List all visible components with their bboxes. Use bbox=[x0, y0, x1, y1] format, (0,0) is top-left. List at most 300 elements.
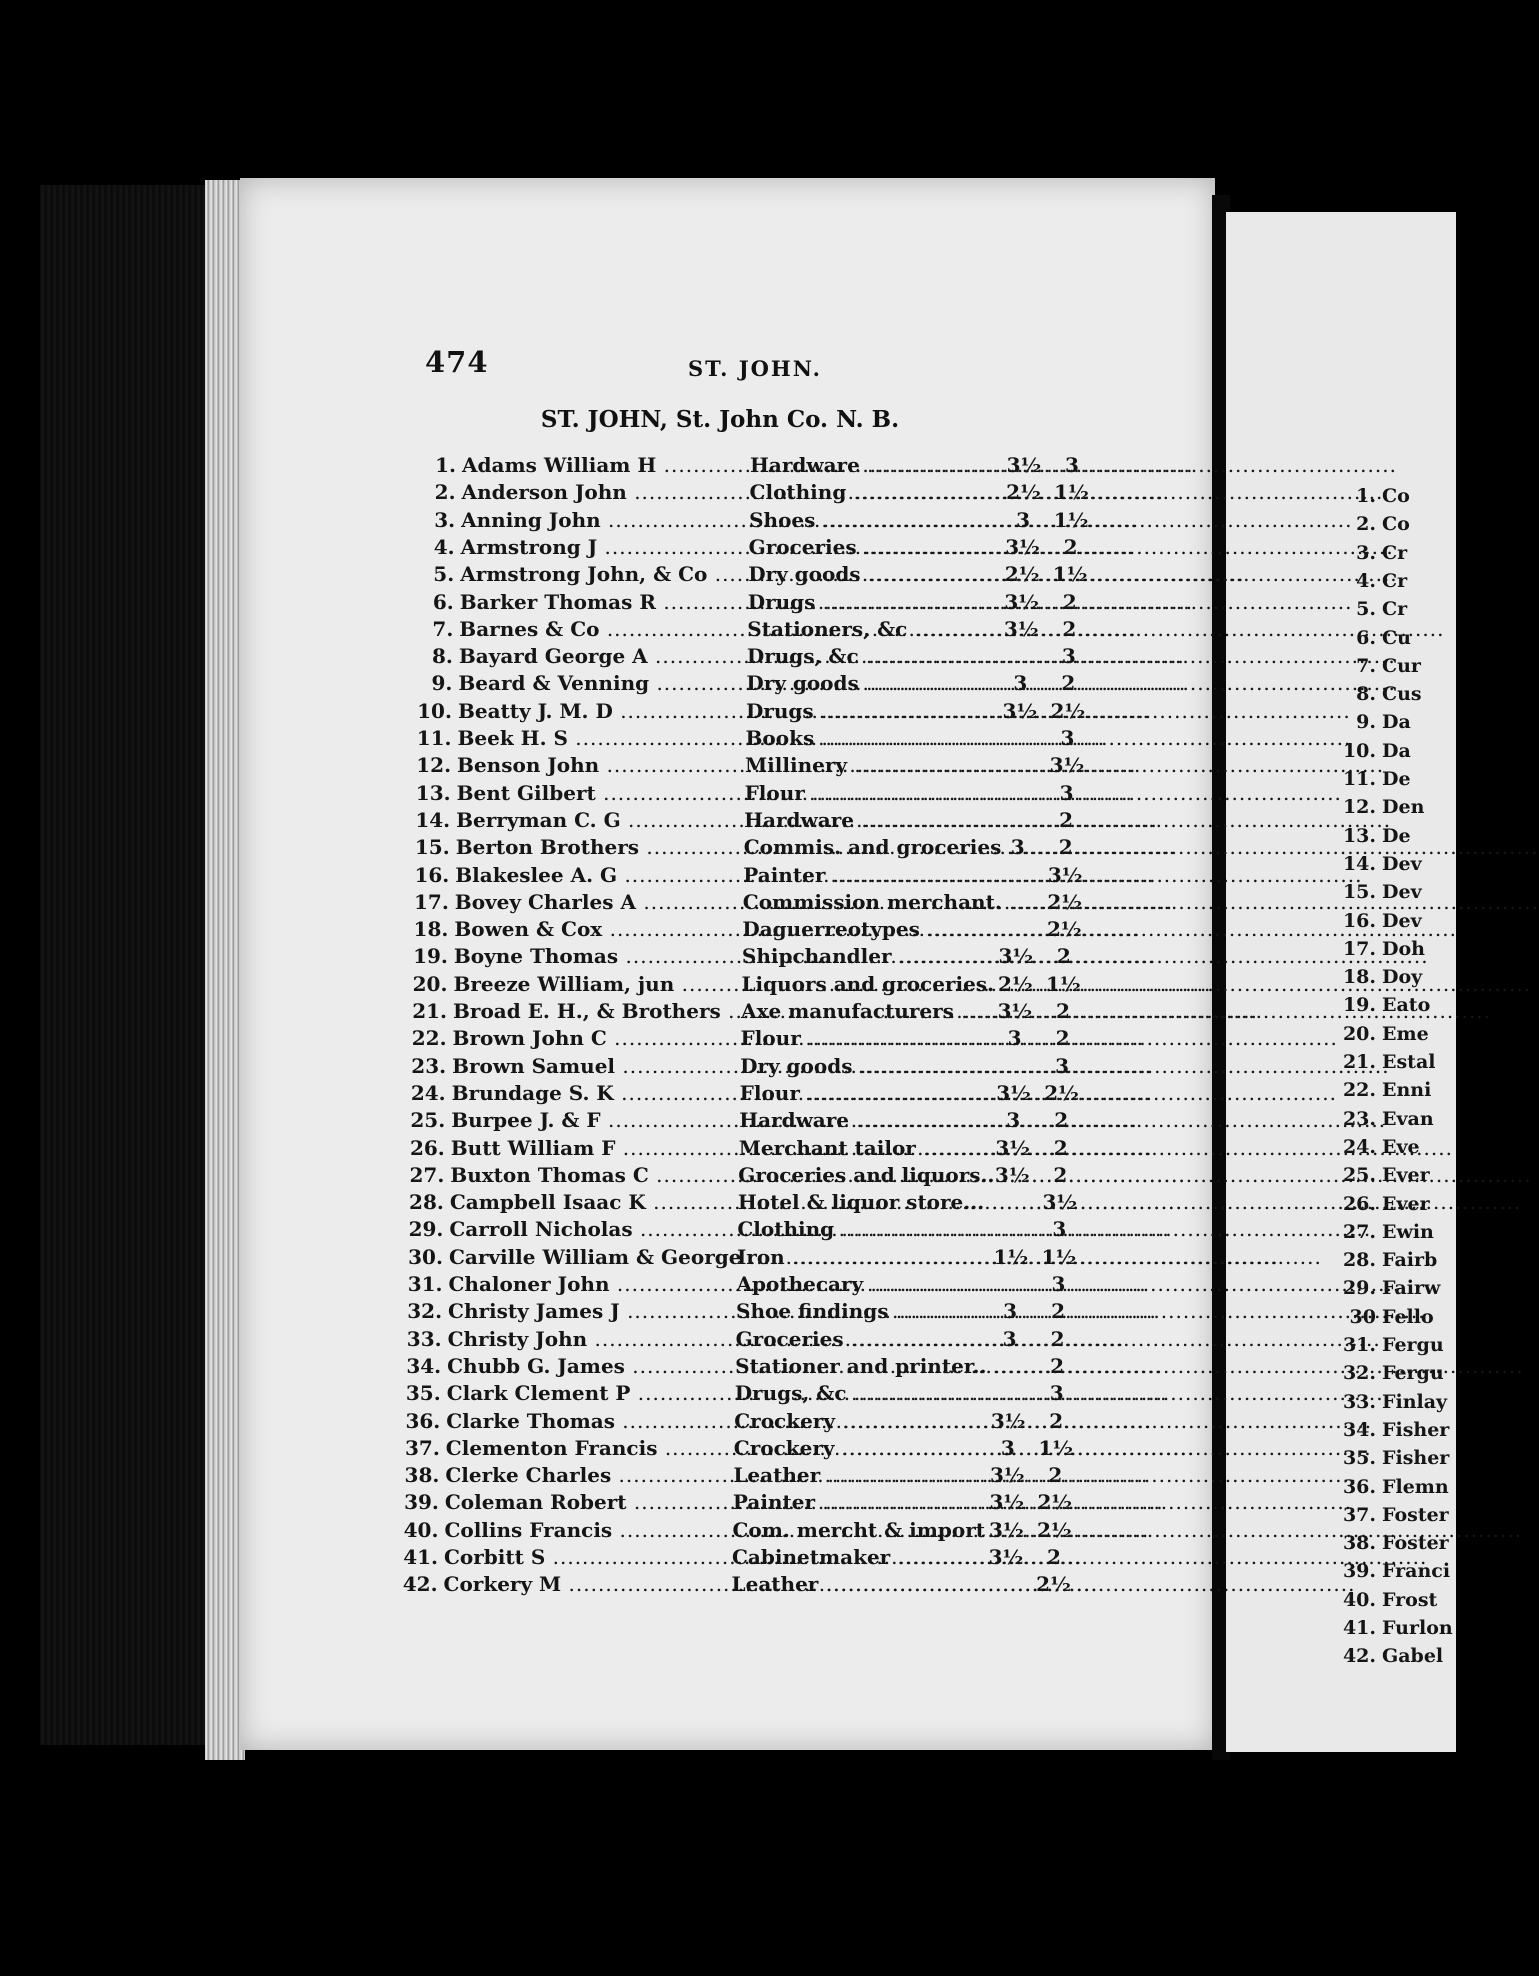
next-page-entry bbox=[1336, 938, 1425, 960]
next-page-entry bbox=[1336, 1589, 1437, 1611]
entry-rating-1: 3½ bbox=[1002, 698, 1038, 723]
entry-number: 40. bbox=[403, 1517, 439, 1542]
entry-trade: Hardware ..... bbox=[750, 453, 1000, 477]
entry-name: Barker Thomas R ..... bbox=[460, 590, 746, 614]
entry-trade: Hotel & liquor store... ..... bbox=[738, 1190, 988, 1214]
entry-rating-2: 3½ bbox=[1042, 1190, 1078, 1215]
next-page-entry-number: 16. bbox=[1342, 909, 1376, 932]
entry-trade: Groceries and liquors.. ..... bbox=[738, 1163, 988, 1187]
entry-rating-1: 3½ bbox=[996, 1080, 1032, 1105]
next-page-entry-number: 42. bbox=[1342, 1645, 1376, 1668]
entry-number: 31. bbox=[407, 1272, 443, 1296]
next-page-entry-text: De bbox=[1382, 824, 1411, 847]
entry-name: Chaloner John ..... bbox=[449, 1272, 735, 1296]
entry-name: Anderson John ..... bbox=[462, 480, 748, 504]
entry-rating-2: 3 bbox=[1051, 1272, 1066, 1296]
entry-rating-2: 1½ bbox=[1052, 562, 1088, 587]
entry-name: Clark Clement P ..... bbox=[447, 1381, 733, 1405]
entry-rating-1: 3½ bbox=[997, 999, 1033, 1023]
entry-number: 14. bbox=[415, 807, 451, 832]
next-page-entry-number: 13. bbox=[1342, 824, 1376, 847]
entry-rating-2: 2 bbox=[1063, 534, 1078, 559]
next-page-entry-number: 1. bbox=[1356, 485, 1376, 507]
entry-name: Anning John ..... bbox=[461, 508, 747, 532]
next-page-entry-text: Da bbox=[1382, 739, 1411, 762]
entry-name: Bovey Charles A ..... bbox=[455, 890, 741, 914]
entry-name: Corbitt S ..... bbox=[444, 1545, 730, 1569]
next-page-entry-number: 4. bbox=[1356, 569, 1376, 592]
entry-rating-1: 3½ bbox=[994, 1162, 1030, 1187]
entry-number: 2. bbox=[434, 480, 456, 505]
entry-name: Collins Francis ..... bbox=[444, 1518, 730, 1542]
next-page-entry-number: 25. bbox=[1342, 1164, 1376, 1187]
next-page-entry-text: Ewin bbox=[1382, 1220, 1434, 1243]
next-page-entry bbox=[1336, 1136, 1420, 1158]
entry-trade: Commis. and groceries ..... bbox=[744, 835, 994, 859]
entry-trade: Painter ..... bbox=[733, 1490, 983, 1514]
entry-trade: Leather ..... bbox=[732, 1572, 982, 1596]
page-number: 474 bbox=[425, 345, 489, 379]
next-page-entry-text: Da bbox=[1382, 711, 1411, 734]
entry-trade: Drugs, &c ..... bbox=[735, 1381, 985, 1405]
next-page-entry bbox=[1336, 1193, 1430, 1215]
next-page-entry bbox=[1336, 1249, 1437, 1271]
entry-number: 27. bbox=[409, 1162, 445, 1187]
next-page-entry-number: 12. bbox=[1342, 796, 1376, 819]
next-page-entry-text: Fergu bbox=[1382, 1362, 1444, 1385]
next-page-entry-number: 2. bbox=[1356, 513, 1376, 536]
entry-trade: Stationer and printer.. ..... bbox=[735, 1354, 985, 1378]
next-page-entry bbox=[1336, 1391, 1447, 1413]
entry-trade: Drugs, &c ..... bbox=[747, 644, 997, 668]
entry-rating-2: 2 bbox=[1053, 1135, 1068, 1160]
entry-trade: Dry goods ..... bbox=[746, 671, 996, 695]
entry-rating-2: 3 bbox=[1061, 644, 1076, 669]
next-page-entry-text: Eve bbox=[1382, 1135, 1420, 1158]
entry-rating-2: 2 bbox=[1053, 1162, 1068, 1187]
entry-rating-2: 2 bbox=[1048, 1463, 1063, 1488]
next-page-entry bbox=[1336, 1504, 1449, 1526]
next-page-entry bbox=[1336, 1419, 1449, 1441]
entry-number: 37. bbox=[405, 1435, 440, 1460]
running-head: ST. JOHN. bbox=[688, 356, 822, 381]
entry-rating-1: 3 bbox=[1010, 835, 1025, 860]
entry-rating-1: 3½ bbox=[1006, 453, 1042, 477]
entry-name: Carville William & George ..... bbox=[449, 1245, 735, 1269]
entry-rating-1: 3 bbox=[1007, 1026, 1022, 1051]
next-page-entry-text: Den bbox=[1382, 796, 1425, 819]
entry-rating-2: 2 bbox=[1055, 1026, 1070, 1051]
entry-number: 3. bbox=[434, 507, 456, 532]
entry-name: Clarke Thomas ..... bbox=[446, 1409, 732, 1433]
entry-number: 8. bbox=[431, 644, 453, 669]
next-page-entry-number: 6. bbox=[1356, 626, 1376, 649]
next-page-entry-text: Evan bbox=[1382, 1107, 1434, 1130]
next-page-entry bbox=[1336, 1108, 1434, 1130]
next-page-entry bbox=[1336, 881, 1422, 903]
entry-name: Beek H. S ..... bbox=[458, 726, 744, 750]
entry-name: Benson John ..... bbox=[457, 753, 743, 777]
entry-rating-2: 2 bbox=[1059, 807, 1074, 832]
next-page-entry-number: 30 bbox=[1349, 1305, 1376, 1328]
next-page-entry bbox=[1336, 1476, 1449, 1498]
next-page-entry bbox=[1336, 740, 1411, 762]
entry-trade: Com. mercht & import ..... bbox=[732, 1518, 982, 1542]
entry-rating-1: 3 bbox=[1003, 1299, 1017, 1324]
next-page-entry-number: 38. bbox=[1342, 1532, 1376, 1555]
entry-rating-2: 2½ bbox=[1044, 1080, 1080, 1105]
next-page-entry-text: Flemn bbox=[1382, 1475, 1449, 1498]
entry-trade: Shoes ..... bbox=[749, 508, 999, 532]
next-page-entry-text: Frost bbox=[1382, 1588, 1438, 1611]
next-page-entry bbox=[1336, 570, 1407, 592]
entry-name: Armstrong John, & Co ..... bbox=[460, 562, 746, 586]
next-page-entry bbox=[1336, 542, 1407, 564]
next-page-entry bbox=[1336, 655, 1421, 677]
entry-trade: Drugs ..... bbox=[748, 590, 998, 614]
next-page-entry-number: 24. bbox=[1342, 1135, 1376, 1158]
next-page-entry bbox=[1336, 910, 1422, 932]
entry-rating-2: 1½ bbox=[1053, 507, 1089, 532]
next-page-entry bbox=[1336, 825, 1411, 847]
next-page-entry-text: Dev bbox=[1382, 852, 1422, 875]
entry-trade: Daguerreotypes ..... bbox=[742, 917, 992, 941]
entry-trade: Hardware ..... bbox=[744, 808, 994, 832]
entry-rating-2: 3½ bbox=[1049, 753, 1085, 778]
entry-number: 36. bbox=[405, 1408, 441, 1433]
next-page-entry-text: Cr bbox=[1382, 598, 1408, 621]
entry-name: Burpee J. & F ..... bbox=[451, 1108, 737, 1132]
next-page-entry bbox=[1336, 485, 1410, 507]
entry-name: Buxton Thomas C ..... bbox=[450, 1163, 736, 1187]
entry-number: 18. bbox=[413, 917, 449, 942]
entry-number: 11. bbox=[416, 726, 452, 750]
entry-name: Butt William F ..... bbox=[451, 1136, 737, 1160]
entry-rating-2: 2½ bbox=[1046, 917, 1082, 942]
next-page-entry-number: 26. bbox=[1342, 1192, 1376, 1215]
next-page-entry bbox=[1336, 1617, 1453, 1639]
next-page-entry-text: Cur bbox=[1382, 654, 1421, 677]
entry-name: Barnes & Co ..... bbox=[459, 617, 745, 641]
entry-number: 10. bbox=[417, 698, 452, 723]
next-page-entry-text: Cu bbox=[1382, 626, 1411, 649]
entry-number: 24. bbox=[410, 1080, 446, 1105]
entry-number: 38. bbox=[404, 1463, 440, 1488]
entry-number: 26. bbox=[409, 1135, 445, 1160]
next-page-entry-text: Foster bbox=[1382, 1503, 1449, 1526]
entry-rating-2: 3½ bbox=[1047, 862, 1083, 887]
entry-trade: Leather ..... bbox=[733, 1463, 983, 1487]
entry-rating-1: 3 bbox=[1006, 1108, 1021, 1133]
entry-rating-2: 2 bbox=[1050, 1326, 1065, 1351]
entry-trade: Hardware ..... bbox=[739, 1108, 989, 1132]
entry-name: Bowen & Cox ..... bbox=[454, 917, 740, 941]
next-page-entry bbox=[1336, 768, 1411, 790]
next-page-entry bbox=[1336, 853, 1422, 875]
next-page-entry bbox=[1336, 1277, 1440, 1299]
next-page-entry bbox=[1336, 1306, 1434, 1328]
entry-trade: Drugs ..... bbox=[746, 699, 996, 723]
entry-name: Brown Samuel ..... bbox=[452, 1054, 738, 1078]
book-spine-edge bbox=[40, 185, 230, 1745]
entry-name: Coleman Robert ..... bbox=[445, 1490, 731, 1514]
entry-number: 7. bbox=[432, 616, 454, 641]
entry-number: 16. bbox=[414, 862, 450, 887]
next-page-entry bbox=[1336, 1164, 1430, 1186]
entry-name: Clerke Charles ..... bbox=[445, 1463, 731, 1487]
next-page-entry-text: Estal bbox=[1382, 1051, 1436, 1073]
next-page-entry-number: 20. bbox=[1342, 1022, 1376, 1045]
entry-name: Beard & Venning ..... bbox=[458, 671, 744, 695]
entry-name: Brundage S. K ..... bbox=[452, 1081, 738, 1105]
entry-rating-1: 3½ bbox=[989, 1517, 1024, 1542]
next-page-entry-text: Eme bbox=[1382, 1022, 1429, 1045]
entry-name: Broad E. H., & Brothers ..... bbox=[453, 999, 739, 1023]
entry-name: Armstrong J ..... bbox=[461, 535, 747, 559]
next-page-entry-text: Doy bbox=[1382, 966, 1423, 989]
next-page-entry-text: Ever bbox=[1382, 1164, 1430, 1187]
next-page-entry-text: De bbox=[1382, 768, 1411, 790]
section-heading: ST. JOHN, St. John Co. N. B. bbox=[540, 406, 900, 433]
entry-rating-1: 3½ bbox=[1003, 616, 1039, 641]
next-page-entry-number: 9. bbox=[1356, 711, 1376, 734]
entry-rating-1: 3½ bbox=[995, 1135, 1031, 1160]
next-page-entry-number: 14. bbox=[1342, 852, 1376, 875]
entry-rating-1: 3½ bbox=[990, 1408, 1026, 1433]
next-page-entry bbox=[1336, 627, 1411, 649]
next-page-entry-number: 31. bbox=[1342, 1334, 1376, 1356]
next-page-entry-number: 21. bbox=[1342, 1051, 1376, 1073]
next-page-entry-text: Finlay bbox=[1382, 1390, 1448, 1413]
next-page-entry-text: Fello bbox=[1382, 1305, 1434, 1328]
next-page-entry-text: Doh bbox=[1382, 937, 1425, 960]
entry-number: 20. bbox=[412, 971, 448, 996]
entry-name: Christy James J ..... bbox=[448, 1299, 734, 1323]
next-page-entry-text: Enni bbox=[1382, 1079, 1432, 1102]
next-page-entry-number: 29. bbox=[1342, 1277, 1376, 1300]
entry-number: 39. bbox=[404, 1490, 439, 1515]
entry-trade: Dry goods ..... bbox=[740, 1054, 990, 1078]
next-page-entry-text: Dev bbox=[1382, 909, 1422, 932]
next-page-entry-number: 23. bbox=[1342, 1107, 1376, 1130]
entry-name: Adams William H ..... bbox=[462, 453, 748, 477]
next-page-entry bbox=[1336, 598, 1407, 620]
next-page-entry-number: 34. bbox=[1342, 1418, 1376, 1441]
next-page-entry-number: 19. bbox=[1342, 994, 1376, 1017]
entry-rating-1: 3½ bbox=[1004, 589, 1040, 614]
next-page-entry bbox=[1336, 1362, 1444, 1384]
entry-trade: Painter ..... bbox=[743, 863, 993, 887]
page-stack-edge bbox=[205, 180, 245, 1760]
entry-number: 34. bbox=[406, 1353, 442, 1378]
entry-number: 33. bbox=[406, 1326, 442, 1351]
next-page-entry-number: 7. bbox=[1356, 654, 1376, 677]
entry-trade: Crockery ..... bbox=[734, 1436, 984, 1460]
entry-name: Corkery M ..... bbox=[444, 1572, 730, 1596]
entry-rating-1: 3½ bbox=[998, 944, 1034, 969]
entry-name: Breeze William, jun ..... bbox=[453, 972, 739, 996]
entry-rating-2: 3 bbox=[1052, 1217, 1067, 1242]
next-page-entry bbox=[1336, 1051, 1435, 1073]
entry-rating-1: 3 bbox=[1000, 1435, 1015, 1460]
next-page-entry-number: 3. bbox=[1356, 541, 1376, 564]
next-page-entry-text: Cr bbox=[1382, 541, 1408, 564]
entry-rating-2: 2½ bbox=[1037, 1490, 1073, 1515]
entry-rating-1: 2½ bbox=[1004, 562, 1040, 587]
next-page-entry-number: 18. bbox=[1342, 966, 1376, 989]
entry-trade: Stationers, &c ..... bbox=[747, 617, 997, 641]
entry-rating-2: 1½ bbox=[1054, 480, 1089, 505]
next-page-entry-text: Gabel bbox=[1382, 1645, 1444, 1668]
next-page-entry-text: Cus bbox=[1382, 683, 1422, 706]
entry-rating-1: 3½ bbox=[989, 1490, 1025, 1515]
entry-number: 9. bbox=[431, 671, 453, 696]
entry-number: 1. bbox=[435, 453, 456, 477]
entry-trade: Commission merchant. ..... bbox=[743, 890, 993, 914]
entry-trade: Groceries ..... bbox=[736, 1327, 986, 1351]
entry-rating-2: 2 bbox=[1062, 589, 1077, 614]
entry-number: 29. bbox=[408, 1217, 444, 1242]
next-page-entry-text: Dev bbox=[1382, 881, 1422, 904]
entry-name: Boyne Thomas ..... bbox=[454, 944, 740, 968]
entry-rating-2: 2 bbox=[1050, 1353, 1065, 1378]
entry-rating-2: 1½ bbox=[1038, 1435, 1074, 1460]
entry-trade: Flour ..... bbox=[745, 781, 995, 805]
entry-trade: Crockery ..... bbox=[734, 1409, 984, 1433]
entry-rating-2: 2 bbox=[1062, 616, 1077, 641]
entry-rating-1: 2½ bbox=[1006, 480, 1041, 505]
entry-number: 41. bbox=[403, 1545, 438, 1569]
entry-trade: Books ..... bbox=[746, 726, 996, 750]
next-page-entry-number: 40. bbox=[1342, 1588, 1376, 1611]
next-page-entry bbox=[1336, 1447, 1449, 1469]
next-page-entry-number: 8. bbox=[1356, 683, 1376, 706]
next-page-entry bbox=[1336, 1079, 1431, 1101]
entry-number: 12. bbox=[416, 753, 452, 778]
entry-name: Carroll Nicholas ..... bbox=[449, 1217, 735, 1241]
entry-name: Chubb G. James ..... bbox=[447, 1354, 733, 1378]
next-page-entry-number: 22. bbox=[1342, 1079, 1376, 1102]
next-page-entry bbox=[1336, 796, 1424, 818]
entry-number: 4. bbox=[433, 534, 455, 559]
next-page-entry-number: 33. bbox=[1342, 1390, 1376, 1413]
next-page-entry bbox=[1336, 966, 1422, 988]
entry-rating-1: 2½ bbox=[998, 971, 1033, 996]
next-page-entry-text: Foster bbox=[1382, 1532, 1449, 1555]
entry-name: Blakeslee A. G ..... bbox=[455, 863, 741, 887]
entry-rating-2: 2 bbox=[1047, 1545, 1061, 1569]
entry-name: Bayard George A ..... bbox=[459, 644, 745, 668]
entry-trade: Clothing ..... bbox=[750, 480, 1000, 504]
next-page-entry-text: Co bbox=[1382, 513, 1410, 536]
entry-number: 13. bbox=[415, 780, 451, 805]
entry-rating-2: 2 bbox=[1049, 1408, 1064, 1433]
entry-rating-2: 3 bbox=[1055, 1053, 1070, 1078]
next-page-entry bbox=[1336, 1645, 1443, 1667]
entry-rating-1: 3½ bbox=[1005, 534, 1041, 559]
entry-trade: Shoe findings ..... bbox=[736, 1299, 986, 1323]
next-page-entry-number: 39. bbox=[1342, 1560, 1376, 1583]
next-page-entry-number: 32. bbox=[1342, 1362, 1376, 1385]
entry-rating-2: 3 bbox=[1059, 780, 1074, 805]
entry-number: 25. bbox=[410, 1108, 446, 1133]
next-page-entry-number: 35. bbox=[1342, 1447, 1376, 1470]
next-page-entry-number: 28. bbox=[1342, 1249, 1376, 1272]
entry-name: Brown John C ..... bbox=[453, 1026, 739, 1050]
next-page-entry-text: Cr bbox=[1382, 569, 1408, 592]
entry-trade: Axe manufacturers ..... bbox=[741, 999, 991, 1023]
entry-rating-2: 2 bbox=[1061, 671, 1076, 696]
entry-rating-2: 3 bbox=[1060, 726, 1075, 750]
entry-rating-2: 2½ bbox=[1050, 698, 1086, 723]
entry-rating-2: 2 bbox=[1054, 1108, 1069, 1133]
entry-rating-2: 2½ bbox=[1047, 889, 1083, 914]
next-page-entry-number: 10. bbox=[1342, 739, 1376, 762]
next-page-entry bbox=[1336, 1560, 1450, 1582]
next-page-entry-number: 36. bbox=[1342, 1475, 1376, 1498]
entry-number: 22. bbox=[411, 1026, 447, 1051]
entry-number: 32. bbox=[407, 1299, 443, 1324]
entry-rating-1: 3½ bbox=[988, 1545, 1024, 1569]
entry-rating-1: 1½ bbox=[993, 1244, 1029, 1269]
next-page-entry-text: Fisher bbox=[1382, 1447, 1450, 1470]
entry-rating-1: 3 bbox=[1016, 507, 1031, 532]
entry-trade: Apothecary ..... bbox=[737, 1272, 987, 1296]
next-page-entry bbox=[1336, 1334, 1444, 1356]
entry-rating-1: 3 bbox=[1013, 671, 1028, 696]
next-page-entry-text: Franci bbox=[1382, 1560, 1451, 1583]
next-page-entry-number: 11. bbox=[1342, 768, 1376, 790]
entry-rating-2: 1½ bbox=[1041, 1244, 1077, 1269]
next-page-entry bbox=[1336, 994, 1430, 1016]
entry-trade: Flour ..... bbox=[741, 1026, 991, 1050]
next-page-entry bbox=[1336, 683, 1422, 705]
entry-rating-2: 3 bbox=[1065, 453, 1079, 477]
entry-trade: Groceries ..... bbox=[749, 535, 999, 559]
next-page-entry-number: 5. bbox=[1356, 598, 1376, 621]
next-page-entry-number: 37. bbox=[1342, 1503, 1376, 1526]
next-page-entry-number: 41. bbox=[1342, 1617, 1376, 1639]
entry-number: 23. bbox=[411, 1053, 447, 1078]
entry-number: 30. bbox=[408, 1244, 443, 1269]
entry-number: 21. bbox=[412, 999, 447, 1023]
entry-rating-2: 3 bbox=[1049, 1381, 1064, 1406]
entry-rating-2: 2 bbox=[1058, 835, 1073, 860]
next-page-entry bbox=[1336, 1221, 1434, 1243]
entry-name: Christy John ..... bbox=[448, 1327, 734, 1351]
entry-number: 17. bbox=[414, 889, 449, 914]
next-page-entry-number: 15. bbox=[1342, 881, 1376, 904]
entry-trade: Clothing ..... bbox=[737, 1217, 987, 1241]
next-page-entry-text: Fairb bbox=[1382, 1249, 1438, 1272]
entry-rating-1: 3 bbox=[1002, 1326, 1017, 1351]
entry-trade: Merchant tailor ..... bbox=[739, 1136, 989, 1160]
entry-trade: Millinery ..... bbox=[745, 753, 995, 777]
entry-trade: Iron ..... bbox=[737, 1245, 987, 1269]
entry-number: 5. bbox=[433, 562, 455, 587]
entry-trade: Liquors and groceries. ..... bbox=[741, 972, 991, 996]
next-page-entry-text: Ever bbox=[1382, 1192, 1430, 1215]
entry-name: Clementon Francis ..... bbox=[446, 1436, 732, 1460]
entry-rating-1: 3½ bbox=[989, 1463, 1025, 1488]
next-page-entry bbox=[1336, 1532, 1449, 1554]
entry-rating-2: 2 bbox=[1051, 1299, 1065, 1324]
entry-number: 42. bbox=[402, 1572, 438, 1597]
entry-rating-2: 2½ bbox=[1037, 1517, 1072, 1542]
entry-number: 35. bbox=[405, 1381, 441, 1406]
entry-name: Campbell Isaac K ..... bbox=[450, 1190, 736, 1214]
next-page-entry-text: Fergu bbox=[1382, 1334, 1444, 1356]
